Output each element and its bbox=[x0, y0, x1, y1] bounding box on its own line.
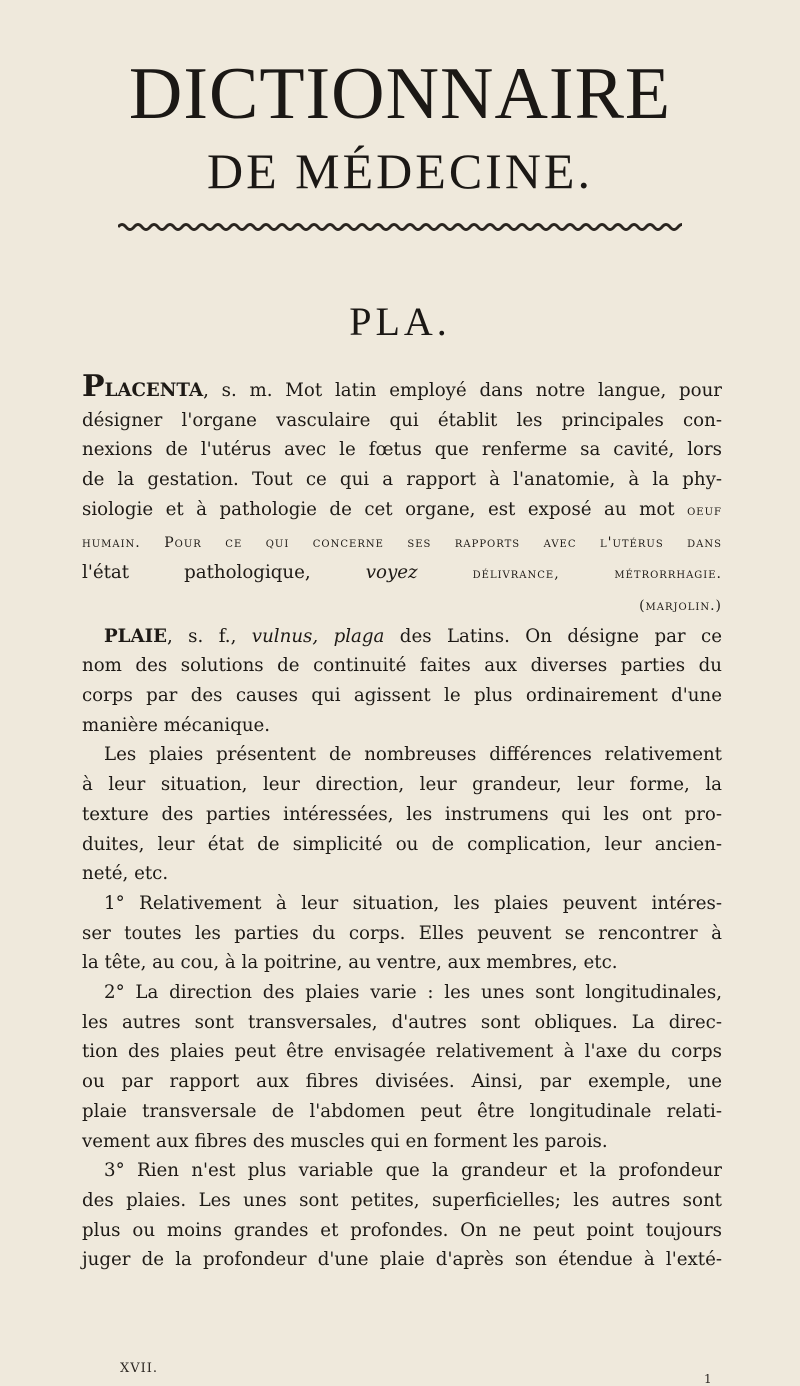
entry-head-word: PLAIE bbox=[104, 625, 167, 647]
text-line: tion des plaies peut être envisagée relativement à l'axe du corps bbox=[82, 1041, 722, 1063]
text-line: la tête, au cou, à la poitrine, au ventre, aux membres, etc. bbox=[82, 952, 618, 974]
author-signature: (marjolin.) bbox=[639, 597, 722, 614]
entry-plaie bbox=[82, 622, 722, 1275]
text-line: des Latins. On désigne par ce bbox=[384, 625, 723, 647]
text-line: désigner l'organe vasculaire qui établit les principales con- bbox=[82, 409, 722, 431]
text-line: humain. Pour ce qui concerne ses rapports avec l'utérus dans bbox=[82, 534, 722, 551]
text-line: neté, etc. bbox=[82, 863, 169, 885]
text-line: siologie et à pathologie de cet organe, est exposé au mot bbox=[82, 498, 675, 520]
article-body bbox=[82, 369, 723, 1275]
entry-placenta bbox=[82, 369, 722, 622]
text-line: corps par des causes qui agissent le plus ordinairement d'une bbox=[82, 685, 722, 707]
text-line: juger de la profondeur d'une plaie d'après son étendue à l'exté- bbox=[82, 1249, 722, 1271]
voyez-label: voyez bbox=[365, 562, 418, 584]
text-line: les autres sont transversales, d'autres sont obliques. La direc- bbox=[82, 1011, 722, 1033]
text-line: 2° La direction des plaies varie : les unes sont longitudinales, bbox=[104, 982, 722, 1004]
text-line: à leur situation, leur direction, leur grandeur, leur forme, la bbox=[82, 774, 722, 796]
text-line: de la gestation. Tout ce qui a rapport à l'anatomie, à la phy- bbox=[82, 469, 722, 491]
text-line: ou par rapport aux fibres divisées. Ainsi, par exemple, une bbox=[82, 1071, 722, 1093]
cross-reference: oeuf bbox=[687, 502, 722, 519]
section-heading: PLA. bbox=[349, 299, 451, 344]
signature-mark: XVII. bbox=[120, 1361, 159, 1376]
text-line: des plaies. Les unes sont petites, superficielles; les autres sont bbox=[82, 1189, 722, 1211]
grammar-label: , s. f., bbox=[166, 625, 252, 647]
text-line: 1° Relativement à leur situation, les plaies peuvent intéres- bbox=[104, 892, 722, 914]
page-title: DICTIONNAIRE bbox=[128, 53, 672, 135]
text-line: texture des parties intéressées, les instrumens qui les ont pro- bbox=[82, 803, 722, 825]
text-line: duites, leur état de simplicité ou de complication, leur ancien- bbox=[82, 833, 722, 855]
cross-reference: délivrance, métrorrhagie. bbox=[472, 566, 722, 583]
page-subtitle: DE MÉDECINE. bbox=[207, 143, 593, 199]
text-line: Les plaies présentent de nombreuses différences relativement bbox=[104, 744, 722, 766]
sheet-number: 1 bbox=[704, 1372, 712, 1386]
text-line: plus ou moins grandes et profondes. On ne peut point toujours bbox=[82, 1219, 722, 1241]
text-line: l'état pathologique, bbox=[82, 562, 311, 584]
entry-head-initial: P bbox=[82, 369, 105, 404]
text-line: vement aux fibres des muscles qui en forment les parois. bbox=[82, 1130, 608, 1152]
ornamental-rule bbox=[118, 222, 682, 232]
text-line: plaie transversale de l'abdomen peut être longitudinale relati- bbox=[82, 1100, 722, 1122]
text-line: nom des solutions de continuité faites aux diverses parties du bbox=[82, 655, 722, 677]
text-line: manière mécanique. bbox=[82, 714, 271, 736]
text-line: nexions de l'utérus avec le fœtus que renferme sa cavité, lors bbox=[82, 439, 722, 461]
entry-head-word: LACENTA bbox=[104, 380, 204, 401]
text-line: , s. m. Mot latin employé dans notre langue, pour bbox=[203, 380, 722, 401]
text-line: ser toutes les parties du corps. Elles peuvent se rencontrer à bbox=[82, 922, 722, 944]
text-line: 3° Rien n'est plus variable que la grandeur et la profondeur bbox=[104, 1160, 722, 1182]
latin-term: vulnus, plaga bbox=[251, 625, 385, 647]
